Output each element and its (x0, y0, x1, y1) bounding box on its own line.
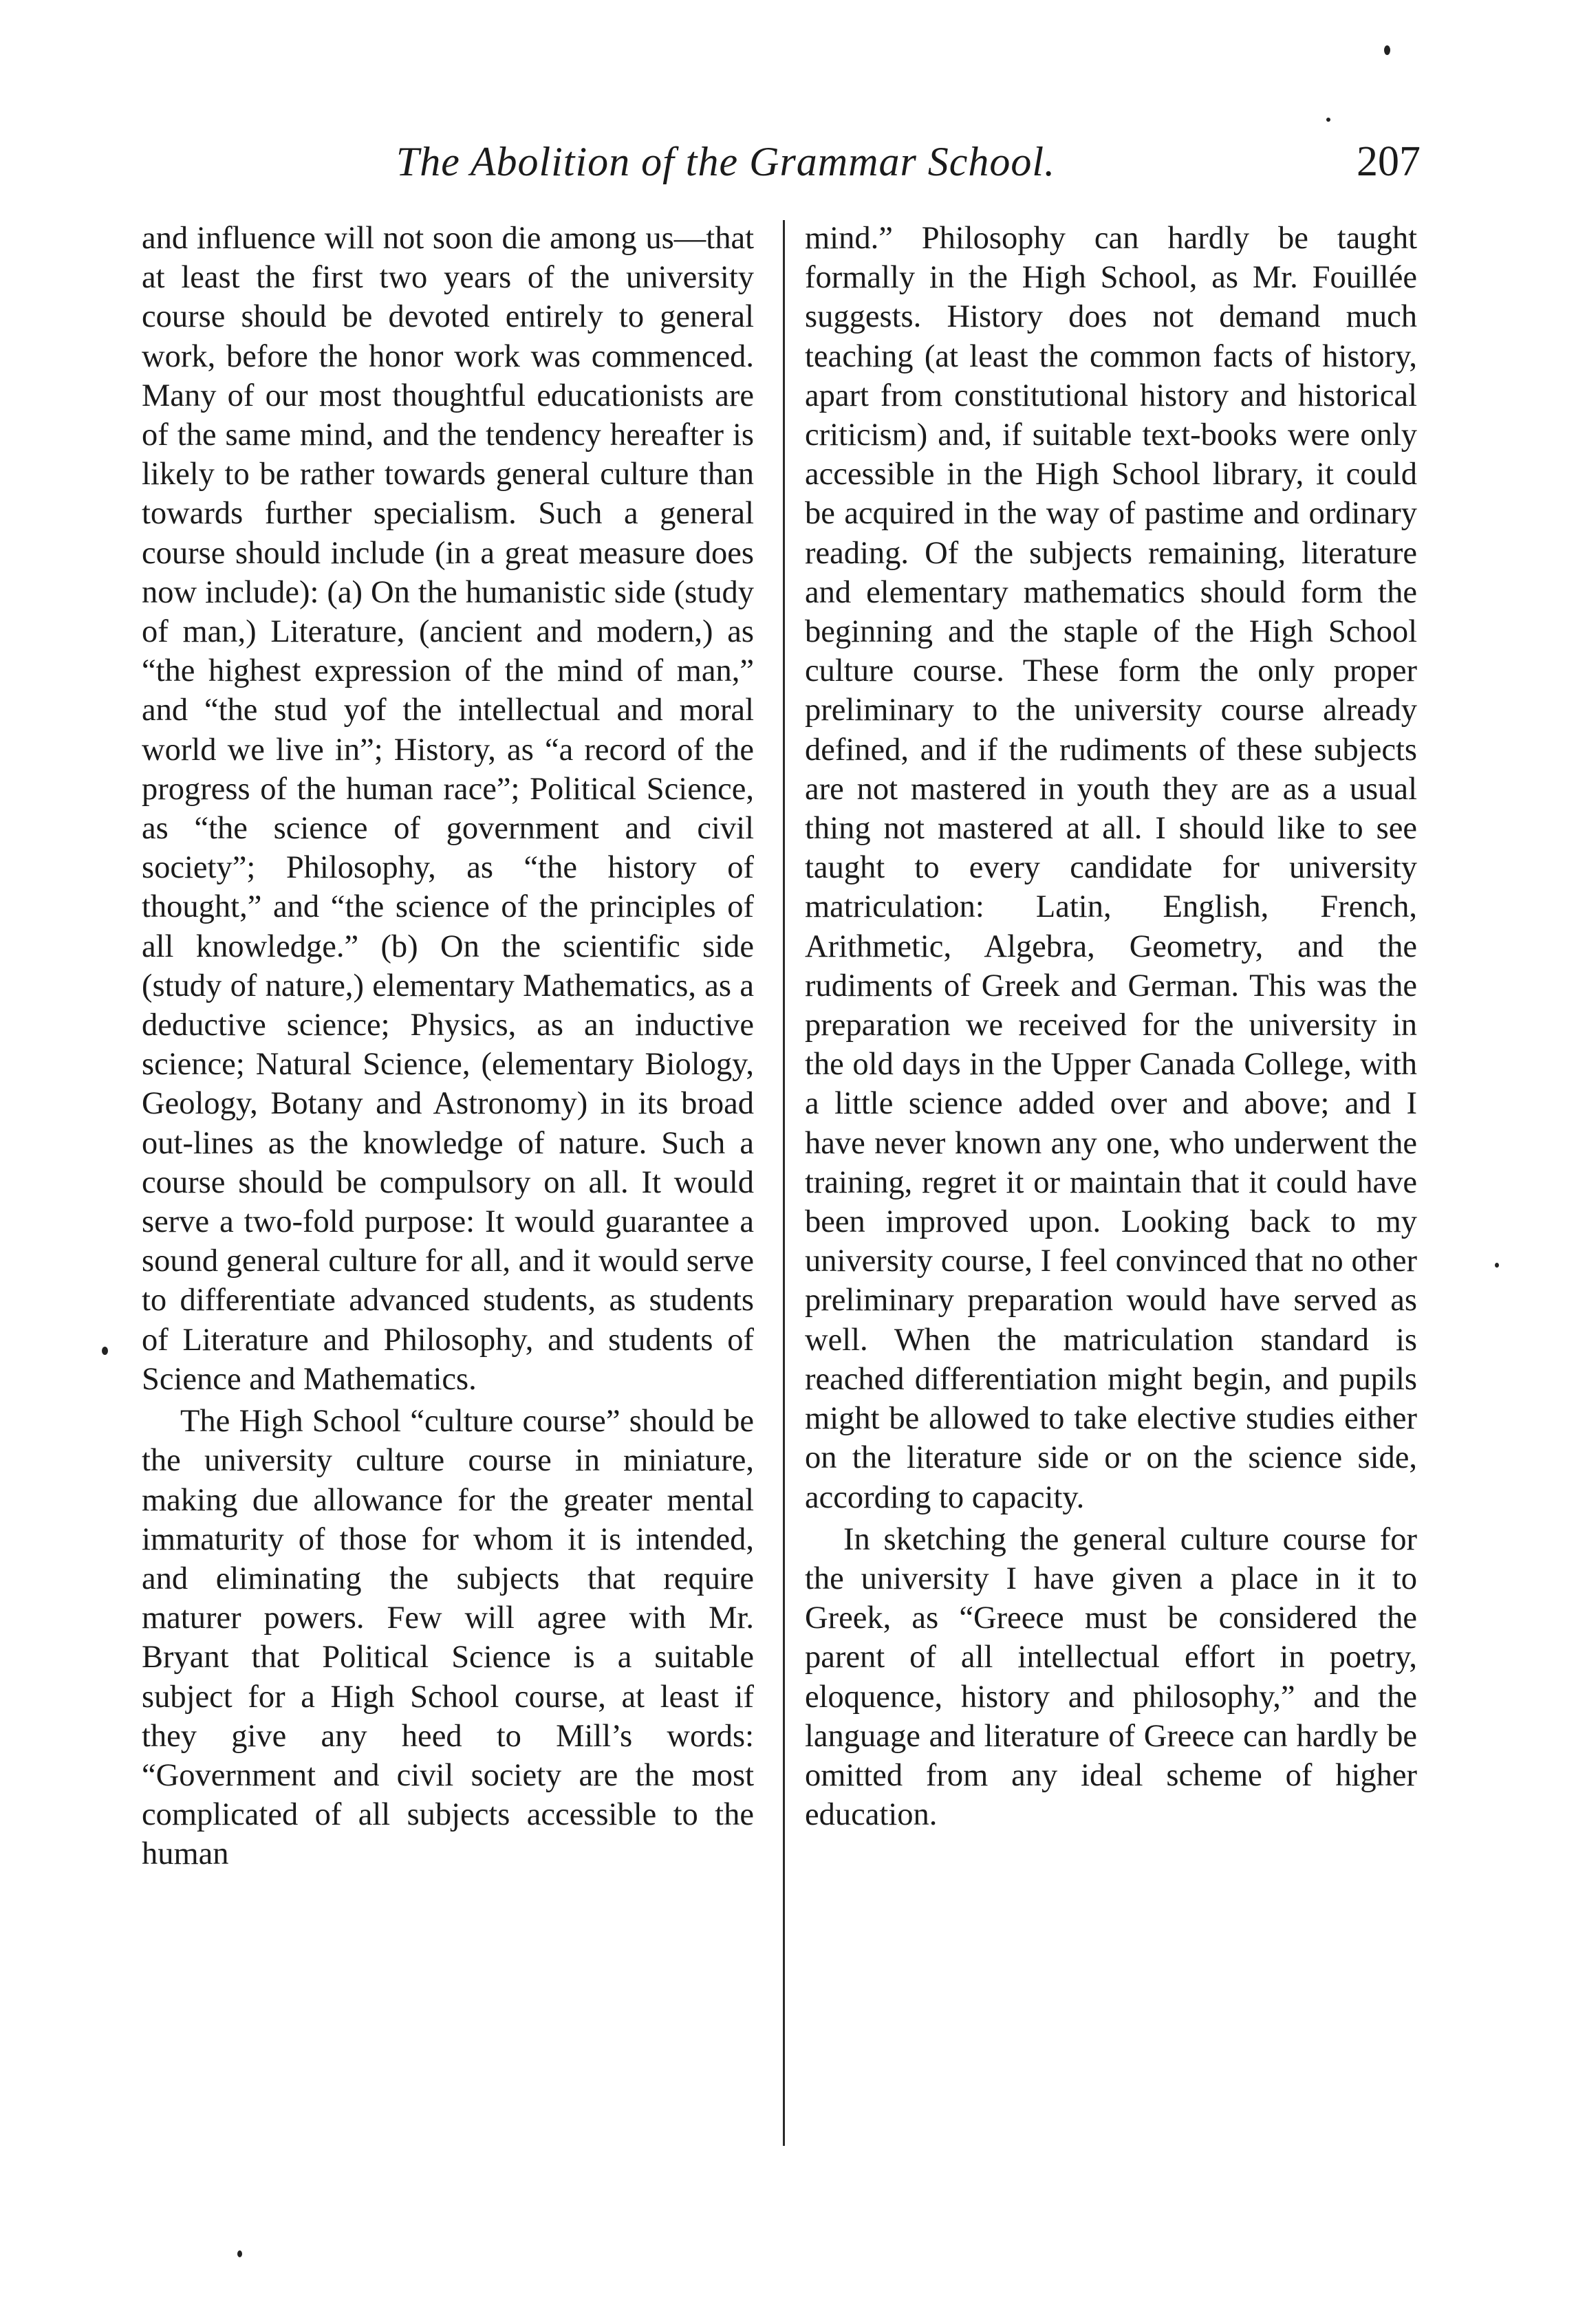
running-head (141, 131, 1421, 193)
column-divider (783, 220, 785, 2146)
right-column (805, 219, 1417, 1834)
print-speck (237, 2250, 242, 2257)
page-number: 207 (1357, 138, 1421, 185)
paragraph: In sketching the general culture course for the university I have given a place in it to Greek, as “Greece must be considered the parent of all intellectual effort in poetry, eloquence, history and philosophy,” and the language and literature of Greece can hardly be omitted from any ideal scheme of higher education. (805, 1521, 1417, 1833)
print-speck (1326, 118, 1330, 122)
left-column (142, 219, 754, 1874)
paragraph: and influence will not soon die among us—that at least the first two years of the university course should be devoted entirely to general work, before the honor work was commenced. Many of our most thoughtful educationists are of the same mind, and the tendency hereafter is likely to be rather towards general culture than towards further specialism. Such a general course should include (in a great measure does now include): (a) On the humanistic side (study of man,) Literature, (ancient and modern,) as “the highest expression of the mind of man,” and “the stud yof the intellectual and moral world we live in”; History, as “a record of the progress of the human race”; Political Science, as “the science of government and civil society”; Philosophy, as “the history of thought,” and “the science of the principles of all knowledge.” (b) On the scientific side (study of nature,) elementary Mathematics, as a deductive science; Physics, as an inductive science; Natural Science, (elementary Biology, Geology, Botany and Astronomy) in its broad out-lines as the knowledge of nature. Such a course should be compulsory on all. It would serve a two-fold purpose: It would guarantee a sound general culture for all, and it would serve to differentiate advanced students, as students of Literature and Philosophy, and students of Science and Mathematics. (142, 221, 754, 1397)
paragraph: The High School “culture course” should be the university culture course in miniature, making due allowance for the greater mental immaturity of those for whom it is intended, and eliminating the subjects that require maturer powers. Few will agree with Mr. Bryant that Political Science is a suitable subject for a High School course, at least if they give any heed to Mill’s words: “Government and civil society are the most complicated of all subjects accessible to the human (142, 1404, 754, 1872)
print-speck (1495, 1263, 1499, 1268)
print-speck (102, 1347, 108, 1355)
running-title: The Abolition of the Grammar School. (396, 139, 1056, 184)
print-speck (1384, 45, 1390, 55)
paragraph: mind.” Philosophy can hardly be taught formally in the High School, as Mr. Fouillée suggests. History does not demand much teaching (at least the common facts of history, apart from constitutional history and historical criticism) and, if suitable text-books were only accessible in the High School library, it could be acquired in the way of pastime and ordinary reading. Of the subjects remaining, literature and elementary mathematics should form the beginning and the staple of the High School culture course. These form the only proper preliminary to the university course already defined, and if the rudiments of these subjects are not mastered in youth they are as a usual thing not mastered at all. I should like to see taught to every candidate for university matriculation: Latin, English, French, Arithmetic, Algebra, Geometry, and the rudiments of Greek and German. This was the preparation we received for the university in the old days in the Upper Canada College, with a little science added over and above; and I have never known any one, who underwent the training, regret it or maintain that it could have been improved upon. Looking back to my university course, I feel convinced that no other preliminary preparation would have served as well. When the matriculation standard is reached differentiation might begin, and pupils might be allowed to take elective studies either on the literature side or on the science side, according to capacity. (805, 221, 1417, 1515)
